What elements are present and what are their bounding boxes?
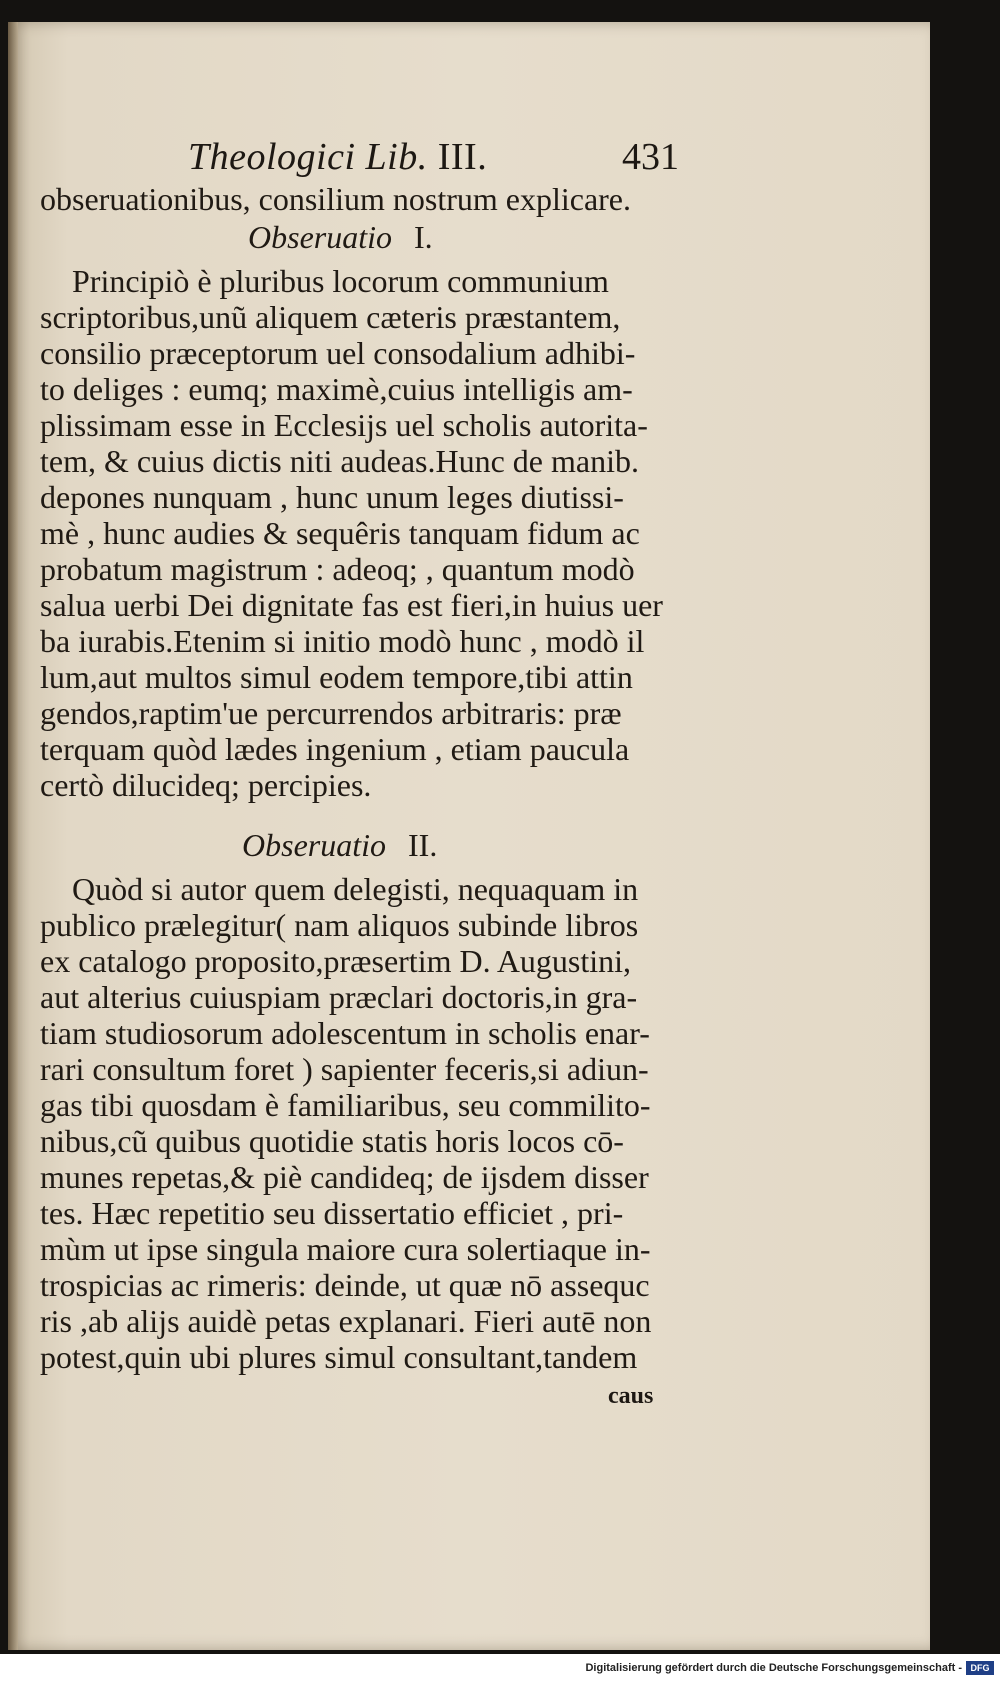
section-heading-2 <box>242 827 437 864</box>
text-line: nibus,cũ quibus quotidie statis horis locos cō- <box>40 1123 624 1159</box>
text-line: to deliges : eumq; maximè,cuius intelligis am- <box>40 371 633 407</box>
text-line: tem, & cuius dictis niti audeas.Hunc de manib. <box>40 443 639 479</box>
text-line: depones nunquam , hunc unum leges diutissi- <box>40 479 624 515</box>
book-page <box>8 22 930 1650</box>
folio-number: 431 <box>622 136 679 178</box>
text-line: aut alterius cuiuspiam præclari doctoris,in gra- <box>40 979 638 1015</box>
text-line: gas tibi quosdam è familiaribus, seu commilito- <box>40 1087 651 1123</box>
text-line: Quòd si autor quem delegisti, nequaquam in <box>72 871 639 907</box>
text-line: mè , hunc audies & sequêris tanquam fidum ac <box>40 515 640 551</box>
text-line: terquam quòd lædes ingenium , etiam paucula <box>40 731 630 767</box>
text-line: probatum magistrum : adeoq; , quantum modò <box>40 551 635 587</box>
text-line: lum,aut multos simul eodem tempore,tibi attin <box>40 659 633 695</box>
dfg-logo-icon: DFG <box>966 1661 994 1675</box>
text-line: gendos,raptim'ue percurrendos arbitraris: præ <box>40 695 622 731</box>
page-left-edge <box>8 22 18 1650</box>
text-line: scriptoribus,unũ aliquem cæteris præstantem, <box>40 299 621 335</box>
catchword: caus <box>608 1383 654 1409</box>
heading-word: Obseruatio <box>242 827 386 863</box>
text-line: rari consultum foret ) sapienter feceris,si adiun- <box>40 1051 649 1087</box>
intro-line: obseruationibus, consilium nostrum explicare. <box>40 181 631 217</box>
digitization-footer <box>0 1654 1000 1684</box>
heading-number: II. <box>408 827 438 863</box>
section-heading-1 <box>248 219 433 256</box>
text-line: Principiò è pluribus locorum communium <box>72 263 609 299</box>
heading-number: I. <box>414 219 433 255</box>
text-line: certò dilucideq; percipies. <box>40 767 372 803</box>
text-line: trospicias ac rimeris: deinde, ut quæ nō assequc <box>40 1267 650 1303</box>
book-number: III. <box>437 136 488 178</box>
text-line: consilio præceptorum uel consodalium adhibi- <box>40 335 636 371</box>
text-line: ris ,ab alijs auidè petas explanari. Fieri autē non <box>40 1303 652 1339</box>
text-line: ba iurabis.Etenim si initio modò hunc , modò il <box>40 623 645 659</box>
text-line: plissimam esse in Ecclesijs uel scholis autorita- <box>40 407 648 443</box>
text-line: publico prælegitur( nam aliquos subinde libros <box>40 907 639 943</box>
text-line: mùm ut ipse singula maiore cura solertiaque in- <box>40 1231 651 1267</box>
text-line: salua uerbi Dei dignitate fas est fieri,in huius uer <box>40 587 663 623</box>
running-header <box>188 135 688 179</box>
text-line: munes repetas,& piè candideq; de ijsdem disser <box>40 1159 649 1195</box>
funding-credit: Digitalisierung gefördert durch die Deutsche Forschungsgemeinschaft - <box>585 1662 962 1674</box>
text-line: potest,quin ubi plures simul consultant,tandem <box>40 1339 638 1375</box>
heading-word: Obseruatio <box>248 219 392 255</box>
text-line: tes. Hæc repetitio seu dissertatio efficiet , pri- <box>40 1195 624 1231</box>
running-title: Theologici Lib. <box>188 136 428 178</box>
text-line: ex catalogo proposito,præsertim D. Augustini, <box>40 943 632 979</box>
text-line: tiam studiosorum adolescentum in scholis enar- <box>40 1015 650 1051</box>
